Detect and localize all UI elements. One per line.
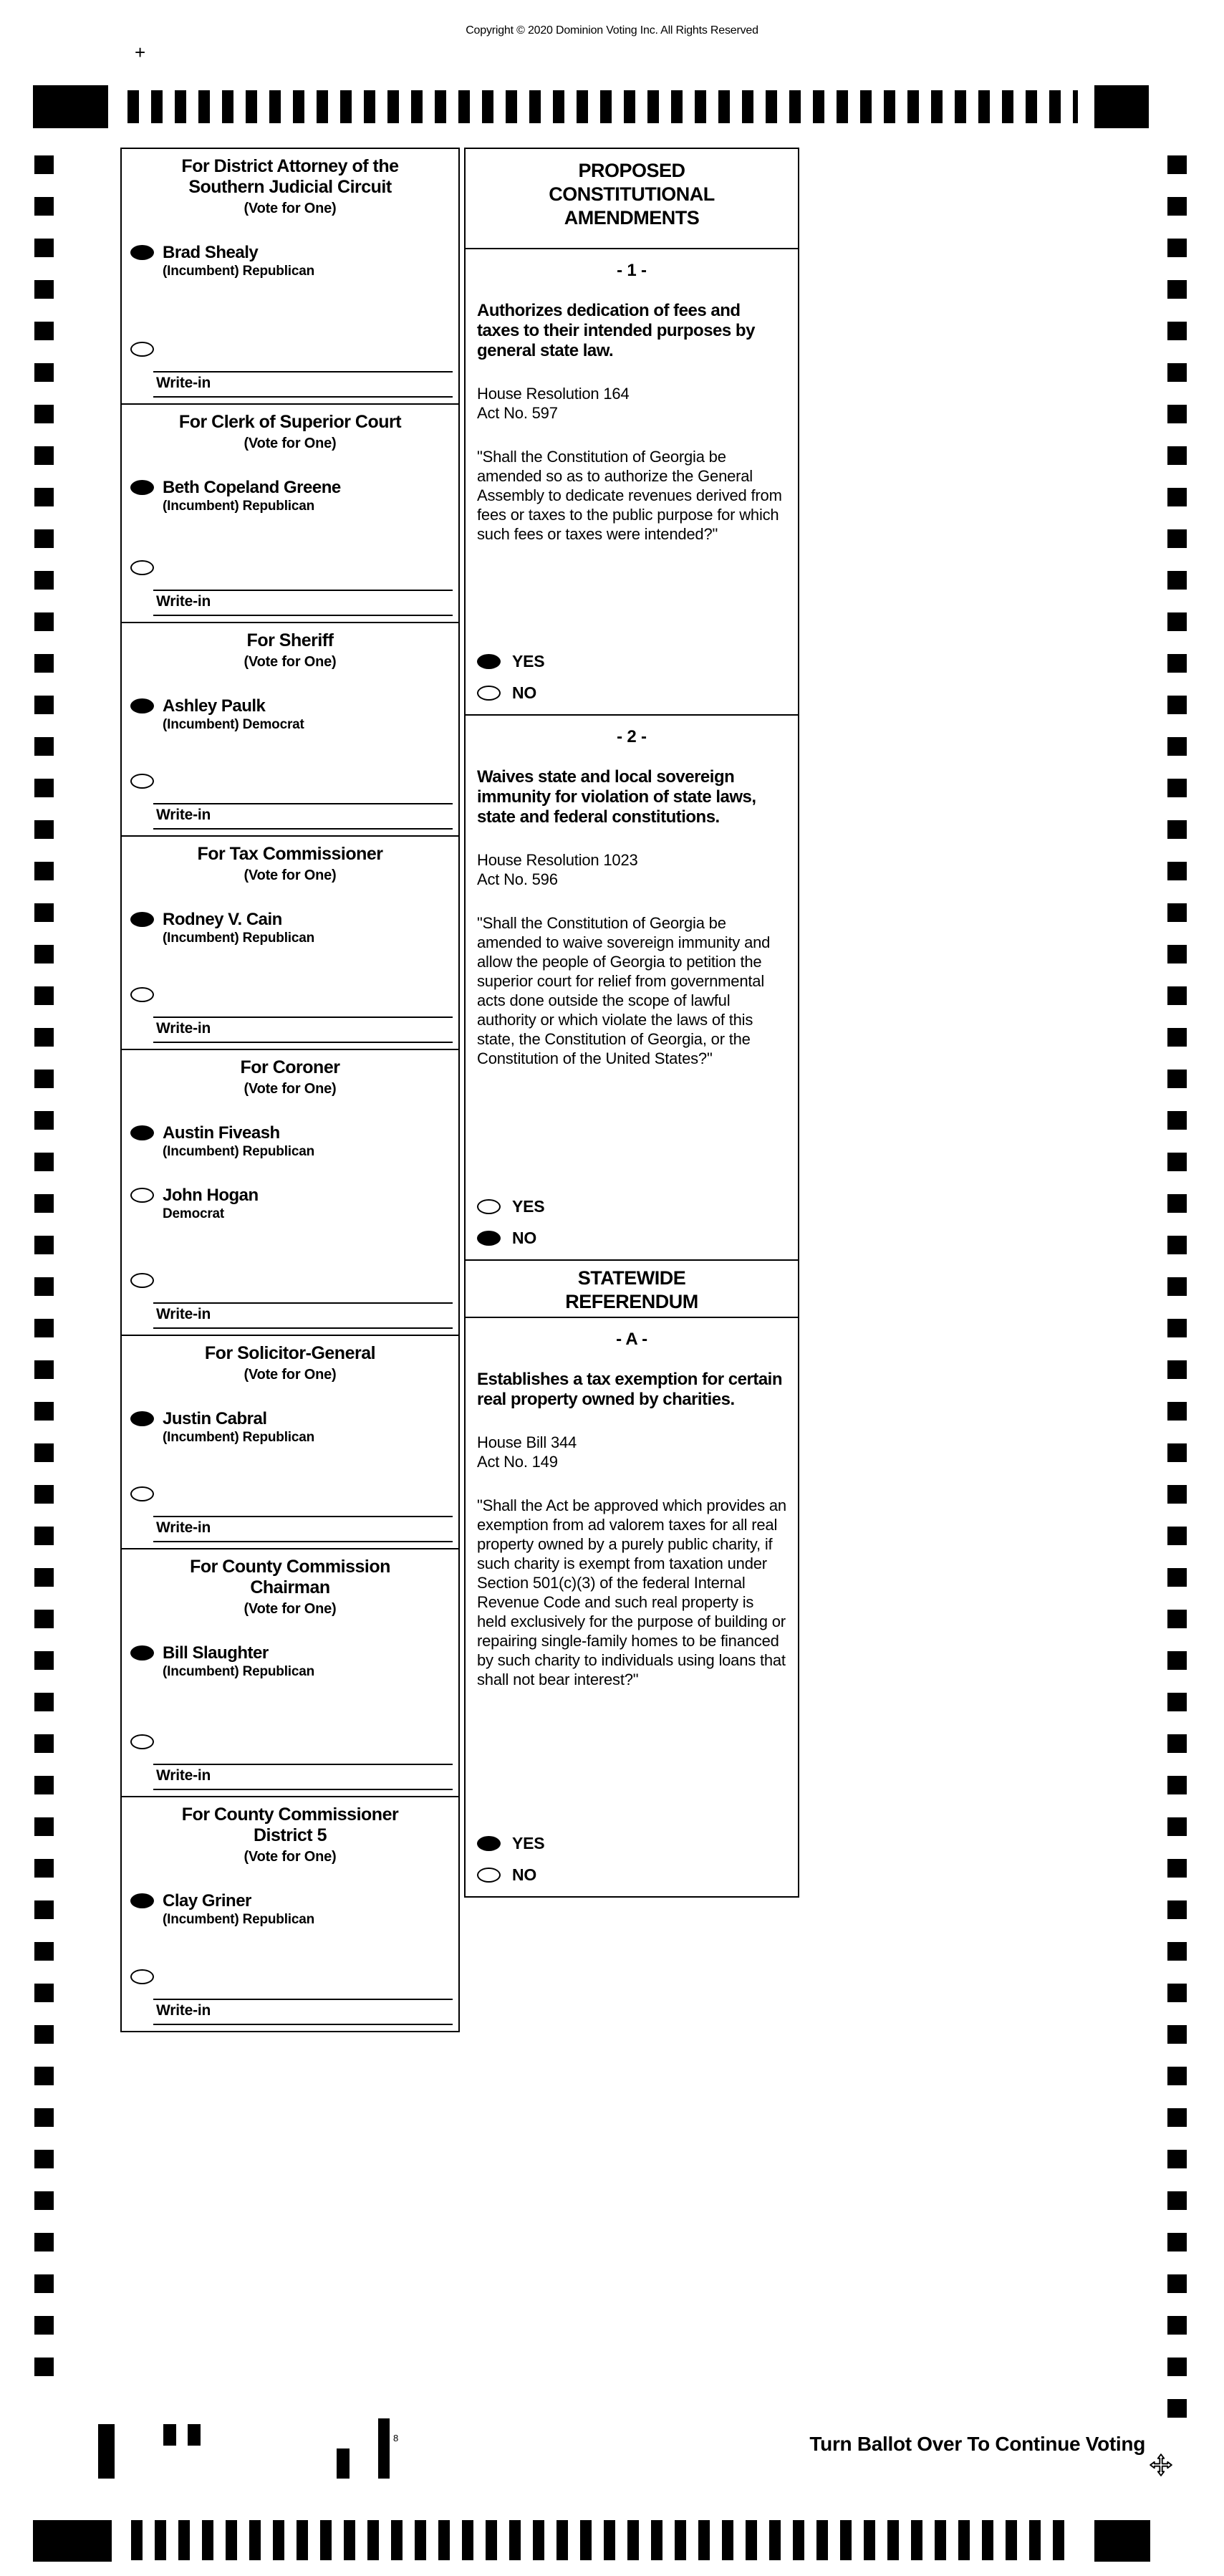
text-line: PROPOSED — [578, 160, 685, 181]
measure-choice — [477, 1865, 786, 1885]
candidate-party: (Incumbent) Republican — [163, 1664, 314, 1679]
vote-bubble[interactable] — [130, 1893, 154, 1908]
measure-question: "Shall the Constitution of Georgia be amended to waive sovereign immunity and allow the people of Georgia to petition the superior court for relief from governmental acts done outside the scope of lawful authority or which violate the laws of this state, the Constitution of Georgia, or the Constitution of the United States?" — [477, 914, 771, 1067]
text-line: District 5 — [254, 1825, 327, 1845]
candidate-list — [122, 884, 458, 946]
timing-band-top — [127, 90, 1078, 123]
write-in-option — [122, 1273, 458, 1335]
candidate-name: Austin Fiveash — [163, 1123, 280, 1143]
measures-column — [464, 148, 799, 1898]
text-line: CONSTITUTIONAL — [549, 183, 715, 205]
text-line: Chairman — [250, 1577, 330, 1597]
vote-bubble[interactable] — [477, 1231, 501, 1246]
write-in-label: Write-in — [156, 593, 211, 610]
contest-box — [120, 403, 460, 623]
candidate-name: Justin Cabral — [163, 1409, 267, 1428]
candidate-list — [122, 1097, 458, 1222]
candidate-option — [122, 1891, 458, 1928]
candidate-party: (Incumbent) Republican — [163, 1430, 314, 1445]
candidate-name: Ashley Paulk — [163, 696, 266, 716]
candidate-name: Clay Griner — [163, 1891, 251, 1911]
write-in-bubble[interactable] — [130, 1734, 154, 1749]
candidate-name: Rodney V. Cain — [163, 910, 282, 929]
contest-box — [120, 1335, 460, 1549]
text-line: For County Commission — [190, 1557, 390, 1577]
candidate-option — [122, 1409, 458, 1446]
candidate-text — [163, 1643, 314, 1680]
vote-bubble[interactable] — [477, 654, 501, 669]
vote-bubble[interactable] — [477, 1199, 501, 1214]
measure-choice — [477, 652, 786, 671]
write-in-option — [122, 1734, 458, 1796]
candidate-text — [163, 1891, 314, 1928]
vote-bubble[interactable] — [477, 1868, 501, 1883]
vote-for-instruction: (Vote for One) — [244, 436, 337, 451]
measure-summary: Waives state and local sovereign immunity for violation of state laws, state and federal constitutions. — [477, 767, 756, 827]
candidate-list — [122, 671, 458, 733]
vote-for-instruction: (Vote for One) — [244, 1081, 337, 1097]
write-in-label: Write-in — [156, 1519, 211, 1536]
timing-band-bottom — [131, 2520, 1076, 2560]
vote-for-instruction: (Vote for One) — [244, 201, 337, 216]
candidate-party: (Incumbent) Republican — [163, 499, 314, 514]
calibration-mark — [378, 2418, 390, 2479]
contest-box — [120, 1796, 460, 2032]
contest-column — [120, 148, 460, 2032]
candidate-name: Bill Slaughter — [163, 1643, 269, 1663]
measure-number: - A - — [616, 1330, 647, 1349]
write-in-option — [122, 1486, 458, 1548]
write-in-area[interactable] — [153, 1999, 453, 2025]
candidate-text — [163, 910, 314, 946]
measure-question: "Shall the Constitution of Georgia be amended so as to authorize the General Assembly to dedicate revenues derived from fees or taxes to the public purpose for which such fees or taxes were intended?" — [477, 448, 782, 543]
text-line: For County Commissioner — [181, 1804, 399, 1825]
text-line: For Sheriff — [246, 630, 334, 650]
write-in-label: Write-in — [156, 1306, 211, 1322]
candidate-text — [163, 1409, 314, 1446]
measure-choice — [477, 1229, 786, 1248]
measure-question: "Shall the Act be approved which provides an exemption from ad valorem taxes for all real property owned by a purely public charity, if such charity is exempt from taxation under Section 501(c)(3) of the federal Internal Revenue Code and such real property is held exclusively for the purpose of building or repairing single-family homes to be financed by such charity to individuals using loans that shall not bear interest?" — [477, 1496, 786, 1688]
referendum-header — [464, 1259, 799, 1318]
measure-choice — [477, 1197, 786, 1216]
write-in-label: Write-in — [156, 1767, 211, 1784]
measure-choices — [477, 1185, 786, 1259]
text-line: House Bill 344 — [477, 1433, 577, 1451]
write-in-label: Write-in — [156, 1020, 211, 1037]
candidate-name: John Hogan — [163, 1186, 259, 1205]
vote-bubble[interactable] — [130, 1645, 154, 1661]
candidate-text — [163, 243, 314, 279]
contest-title — [122, 405, 458, 433]
candidate-option — [122, 243, 458, 279]
vote-for-instruction: (Vote for One) — [244, 868, 337, 883]
vote-for-instruction: (Vote for One) — [244, 654, 337, 670]
write-in-label: Write-in — [156, 375, 211, 391]
candidate-text — [163, 1186, 259, 1222]
measure-choice — [477, 1834, 786, 1853]
vote-for-instruction: (Vote for One) — [244, 1367, 337, 1383]
measure-references — [477, 1433, 786, 1471]
contest-title — [122, 837, 458, 865]
write-in-bubble[interactable] — [130, 560, 154, 575]
vote-bubble[interactable] — [130, 912, 154, 927]
calibration-mark — [98, 2424, 115, 2479]
write-in-label: Write-in — [156, 807, 211, 823]
candidate-list — [122, 1865, 458, 1928]
contest-title — [122, 149, 458, 198]
contest-title — [122, 1797, 458, 1846]
write-in-area[interactable] — [153, 1302, 453, 1329]
write-in-option — [122, 1969, 458, 2031]
candidate-list — [122, 1618, 458, 1680]
candidate-option — [122, 478, 458, 514]
write-in-option — [122, 987, 458, 1049]
measure-box — [464, 248, 799, 716]
measure-summary: Authorizes dedication of fees and taxes to their intended purposes by general state law. — [477, 301, 755, 360]
timing-marks-right — [1167, 155, 1187, 2441]
candidate-option — [122, 910, 458, 946]
text-line: For Solicitor-General — [204, 1343, 376, 1363]
candidate-party: (Incumbent) Republican — [163, 1912, 314, 1927]
calibration-mark — [163, 2424, 176, 2446]
timing-block-bottom-left — [33, 2520, 112, 2562]
measure-summary: Establishes a tax exemption for certain real property owned by charities. — [477, 1370, 782, 1409]
vote-bubble[interactable] — [477, 1836, 501, 1851]
timing-marks-left — [34, 155, 54, 2390]
write-in-bubble[interactable] — [130, 1273, 154, 1288]
vote-for-instruction: (Vote for One) — [244, 1849, 337, 1865]
vote-for-instruction: (Vote for One) — [244, 1601, 337, 1617]
choice-label: NO — [512, 1229, 537, 1247]
measure-references — [477, 850, 786, 889]
write-in-bubble[interactable] — [130, 987, 154, 1002]
candidate-party: (Incumbent) Democrat — [163, 717, 304, 732]
measure-number: - 1 - — [617, 261, 647, 280]
candidate-name: Brad Shealy — [163, 243, 259, 262]
vote-bubble[interactable] — [130, 1125, 154, 1140]
amendments-header — [464, 148, 799, 249]
calibration-mark — [337, 2448, 350, 2479]
timing-block-bottom-right — [1094, 2520, 1150, 2562]
write-in-area[interactable] — [153, 1017, 453, 1043]
four-direction-arrow-icon — [1149, 2453, 1173, 2481]
text-line: For Coroner — [240, 1057, 340, 1077]
candidate-list — [122, 452, 458, 514]
text-line: For Clerk of Superior Court — [178, 412, 402, 432]
write-in-bubble[interactable] — [130, 342, 154, 357]
vote-bubble[interactable] — [130, 1411, 154, 1426]
text-line: Act No. 597 — [477, 404, 558, 422]
timing-block-top-left — [33, 85, 108, 128]
candidate-party: Democrat — [163, 1206, 225, 1221]
contest-box — [120, 835, 460, 1050]
choice-label: NO — [512, 683, 537, 702]
vote-bubble[interactable] — [130, 1188, 154, 1203]
text-line: House Resolution 1023 — [477, 851, 638, 869]
contest-box — [120, 148, 460, 405]
candidate-text — [163, 478, 341, 514]
write-in-bubble[interactable] — [130, 1486, 154, 1501]
candidate-name: Beth Copeland Greene — [163, 478, 341, 497]
write-in-bubble[interactable] — [130, 774, 154, 789]
measure-choice — [477, 683, 786, 703]
contest-title — [122, 1336, 458, 1364]
choice-label: NO — [512, 1865, 537, 1884]
vote-bubble[interactable] — [130, 698, 154, 713]
text-line: For Tax Commissioner — [197, 844, 383, 864]
contest-title — [122, 623, 458, 651]
measure-choices — [477, 640, 786, 714]
vote-bubble[interactable] — [477, 686, 501, 701]
text-line: For District Attorney of the — [181, 156, 399, 176]
registration-mark: + — [135, 42, 145, 63]
write-in-area[interactable] — [153, 371, 453, 398]
candidate-party: (Incumbent) Republican — [163, 931, 314, 946]
write-in-option — [122, 342, 458, 403]
write-in-bubble[interactable] — [130, 1969, 154, 1984]
candidate-text — [163, 696, 304, 733]
text-line: REFERENDUM — [565, 1291, 698, 1312]
contest-title — [122, 1549, 458, 1598]
candidate-text — [163, 1123, 314, 1160]
tiny-print-mark: 8 — [393, 2433, 399, 2443]
text-line: STATEWIDE — [577, 1267, 686, 1289]
text-line: House Resolution 164 — [477, 385, 630, 403]
copyright-text: Copyright © 2020 Dominion Voting Inc. All Rights Reserved — [466, 24, 758, 37]
write-in-label: Write-in — [156, 2002, 211, 2019]
timing-block-top-right — [1094, 85, 1149, 128]
choice-label: YES — [512, 1834, 545, 1852]
choice-label: YES — [512, 652, 545, 671]
choice-label: YES — [512, 1197, 545, 1216]
turn-ballot-over-instruction: Turn Ballot Over To Continue Voting — [809, 2433, 1145, 2455]
candidate-party: (Incumbent) Republican — [163, 264, 314, 279]
calibration-mark — [188, 2424, 201, 2446]
measure-box — [464, 714, 799, 1261]
candidate-option — [122, 1643, 458, 1680]
vote-bubble[interactable] — [130, 245, 154, 260]
contest-title — [122, 1050, 458, 1078]
contest-box — [120, 622, 460, 837]
write-in-option — [122, 774, 458, 835]
text-line: AMENDMENTS — [564, 207, 700, 229]
contest-box — [120, 1548, 460, 1797]
contest-box — [120, 1049, 460, 1336]
text-line: Act No. 149 — [477, 1453, 558, 1471]
candidate-option — [122, 696, 458, 733]
write-in-area[interactable] — [153, 1764, 453, 1790]
write-in-area[interactable] — [153, 1516, 453, 1542]
write-in-area[interactable] — [153, 803, 453, 830]
measure-choices — [477, 1822, 786, 1896]
candidate-option — [122, 1123, 458, 1160]
candidate-option — [122, 1186, 458, 1222]
text-line: Southern Judicial Circuit — [188, 177, 392, 197]
measure-references — [477, 384, 786, 423]
text-line: Act No. 596 — [477, 870, 558, 888]
vote-bubble[interactable] — [130, 480, 154, 495]
measure-box — [464, 1317, 799, 1898]
candidate-list — [122, 1383, 458, 1446]
write-in-option — [122, 560, 458, 622]
write-in-area[interactable] — [153, 590, 453, 616]
measure-number: - 2 - — [617, 727, 647, 746]
candidate-party: (Incumbent) Republican — [163, 1144, 314, 1159]
candidate-list — [122, 217, 458, 279]
